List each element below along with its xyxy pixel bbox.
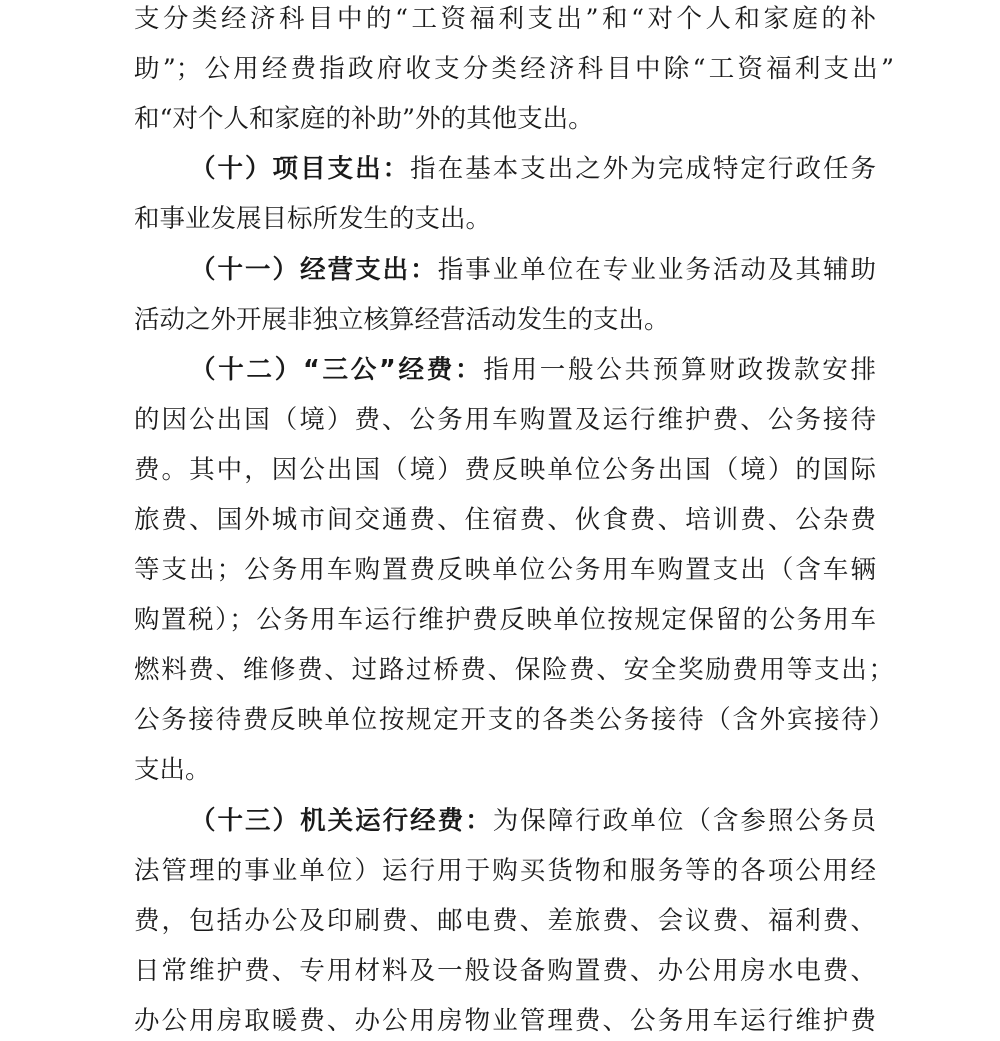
- section-term: （十）项目支出：: [190, 154, 411, 184]
- paragraph-line: 的因公出国（境）费、公务用车购置及运行维护费、公务接待: [134, 405, 876, 435]
- paragraph-line: 支分类经济科目中的“工资福利支出”和“对个人和家庭的补: [134, 4, 876, 34]
- paragraph-line: 活动之外开展非独立核算经营活动发生的支出。: [134, 305, 670, 335]
- paragraph-line: 日常维护费、专用材料及一般设备购置费、办公用房水电费、: [134, 956, 876, 986]
- paragraph-line: 购置税）；公务用车运行维护费反映单位按规定保留的公务用车: [134, 605, 876, 635]
- paragraph-line: 旅费、国外城市间交通费、住宿费、伙食费、培训费、公杂费: [134, 505, 876, 535]
- paragraph-line: 支出。: [134, 755, 211, 785]
- section-heading-line: （十二）“三公”经费：指用一般公共预算财政拨款安排: [190, 355, 876, 385]
- paragraph-line: 办公用房取暖费、办公用房物业管理费、公务用车运行维护费: [134, 1006, 876, 1036]
- section-term: （十三）机关运行经费：: [190, 806, 493, 836]
- paragraph-line: 和“对个人和家庭的补助”外的其他支出。: [134, 104, 594, 134]
- paragraph-line: 燃料费、维修费、过路过桥费、保险费、安全奖励费用等支出；: [134, 655, 894, 685]
- paragraph-line: 法管理的事业单位）运行用于购买货物和服务等的各项公用经: [134, 856, 876, 886]
- paragraph-line: 等支出；公务用车购置费反映单位公务用车购置支出（含车辆: [134, 555, 876, 585]
- paragraph-line: 费。其中，因公出国（境）费反映单位公务出国（境）的国际: [134, 455, 876, 485]
- paragraph-line: 公务接待费反映单位按规定开支的各类公务接待（含外宾接待）: [134, 705, 894, 735]
- section-term: （十二）“三公”经费：: [190, 355, 484, 385]
- section-heading-line: （十一）经营支出：指事业单位在专业业务活动及其辅助: [190, 255, 876, 285]
- paragraph-line: 助”；公用经费指政府收支分类经济科目中除“工资福利支出”: [134, 54, 894, 84]
- section-heading-line: （十三）机关运行经费：为保障行政单位（含参照公务员: [190, 806, 876, 836]
- paragraph-line: 和事业发展目标所发生的支出。: [134, 204, 492, 234]
- paragraph-line: 费，包括办公及印刷费、邮电费、差旅费、会议费、福利费、: [134, 906, 876, 936]
- section-term: （十一）经营支出：: [190, 255, 438, 285]
- section-heading-line: （十）项目支出：指在基本支出之外为完成特定行政任务: [190, 154, 876, 184]
